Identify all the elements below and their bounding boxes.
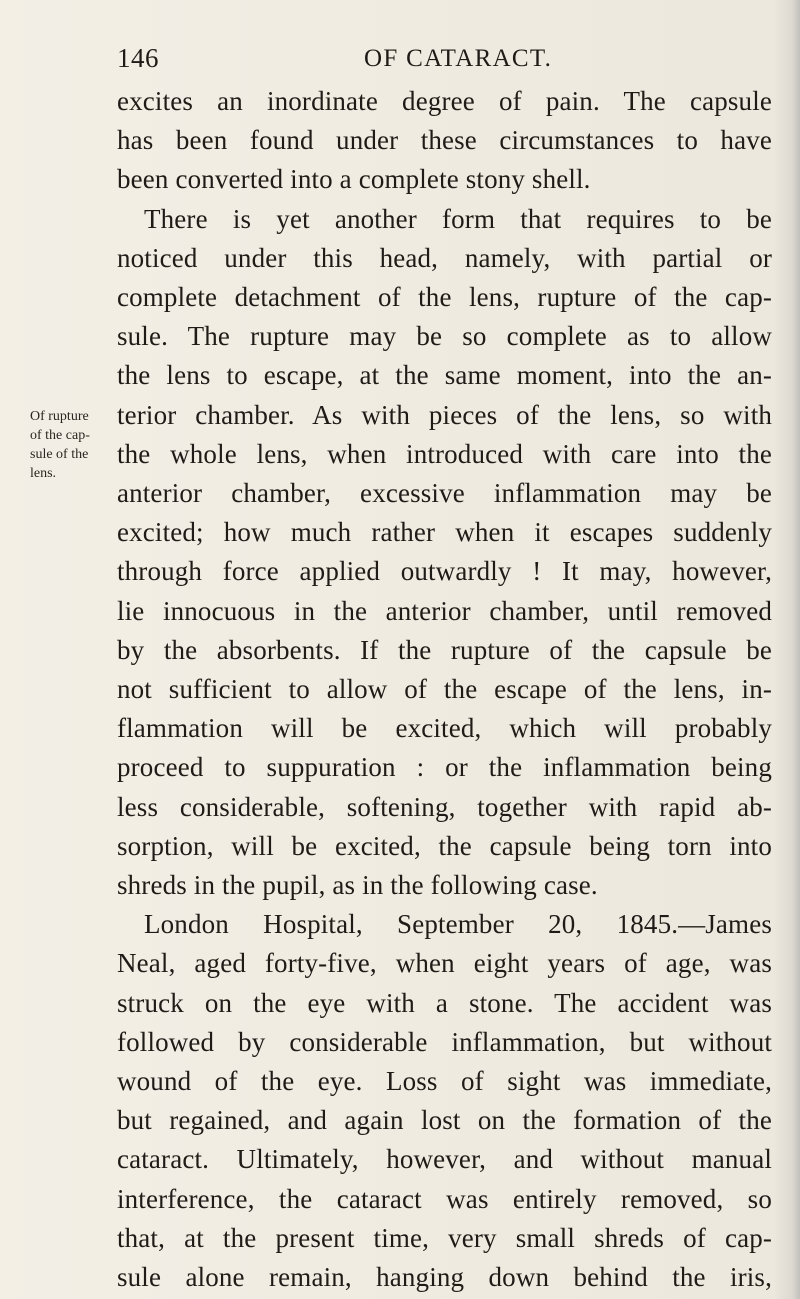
margin-note xyxy=(30,407,106,483)
text-line: that, at the present time, very small shreds of cap- xyxy=(117,1222,772,1253)
text-line: lie innocuous in the anterior chamber, until removed xyxy=(117,595,772,626)
text-line: excites an inordinate degree of pain. The capsule xyxy=(117,86,772,116)
text-line: but regained, and again lost on the formation of the xyxy=(117,1105,772,1136)
text-line: interference, the cataract was entirely removed, so xyxy=(117,1183,772,1214)
text-line: struck on the eye with a stone. The accident was xyxy=(117,987,772,1018)
text-line: complete detachment of the lens, rupture of the cap- xyxy=(117,282,772,313)
text-line: There is yet another form that requires to be xyxy=(144,203,772,234)
text-line: been converted into a complete stony shell. xyxy=(117,164,591,195)
text-line: sule. The rupture may be so complete as to allow xyxy=(117,321,772,352)
margin-note-line: sule of the xyxy=(30,447,89,462)
text-line: proceed to suppuration : or the inflammation being xyxy=(117,752,772,783)
text-line: terior chamber. As with pieces of the lens, so with xyxy=(117,399,772,430)
body-text xyxy=(117,82,772,1297)
text-line: the lens to escape, at the same moment, into the an- xyxy=(117,360,772,391)
text-line: excited; how much rather when it escapes suddenly xyxy=(117,517,772,548)
text-line: noticed under this head, namely, with partial or xyxy=(117,242,772,273)
text-line: followed by considerable inflammation, but without xyxy=(117,1026,772,1057)
page-edge-shadow xyxy=(774,0,800,1299)
text-line: sorption, will be excited, the capsule being torn into xyxy=(117,830,772,861)
text-line: flammation will be excited, which will probably xyxy=(117,713,772,744)
text-line: sule alone remain, hanging down behind the iris, xyxy=(117,1262,772,1293)
running-title: OF CATARACT. xyxy=(364,45,553,72)
text-line: shreds in the pupil, as in the following case. xyxy=(117,870,598,901)
text-line: Neal, aged forty-five, when eight years of age, was xyxy=(117,948,772,979)
page-header xyxy=(0,36,800,76)
text-line: wound of the eye. Loss of sight was immediate, xyxy=(117,1066,772,1097)
text-line: not sufficient to allow of the escape of the lens, in- xyxy=(117,674,772,705)
margin-note-line: Of rupture xyxy=(30,409,89,424)
page-number: 146 xyxy=(117,43,159,73)
text-line: through force applied outwardly ! It may, however, xyxy=(117,556,772,587)
text-line: by the absorbents. If the rupture of the capsule be xyxy=(117,634,772,665)
text-line: anterior chamber, excessive inflammation may be xyxy=(117,478,772,509)
text-line: London Hospital, September 20, 1845.—James xyxy=(144,909,772,940)
text-line: has been found under these circumstances to have xyxy=(117,125,772,156)
margin-note-line: lens. xyxy=(30,466,57,481)
text-line: the whole lens, when introduced with care into the xyxy=(117,438,772,469)
text-line: cataract. Ultimately, however, and without manual xyxy=(117,1144,772,1175)
text-line: less considerable, softening, together with rapid ab- xyxy=(117,791,772,822)
margin-note-line: of the cap- xyxy=(30,428,90,443)
